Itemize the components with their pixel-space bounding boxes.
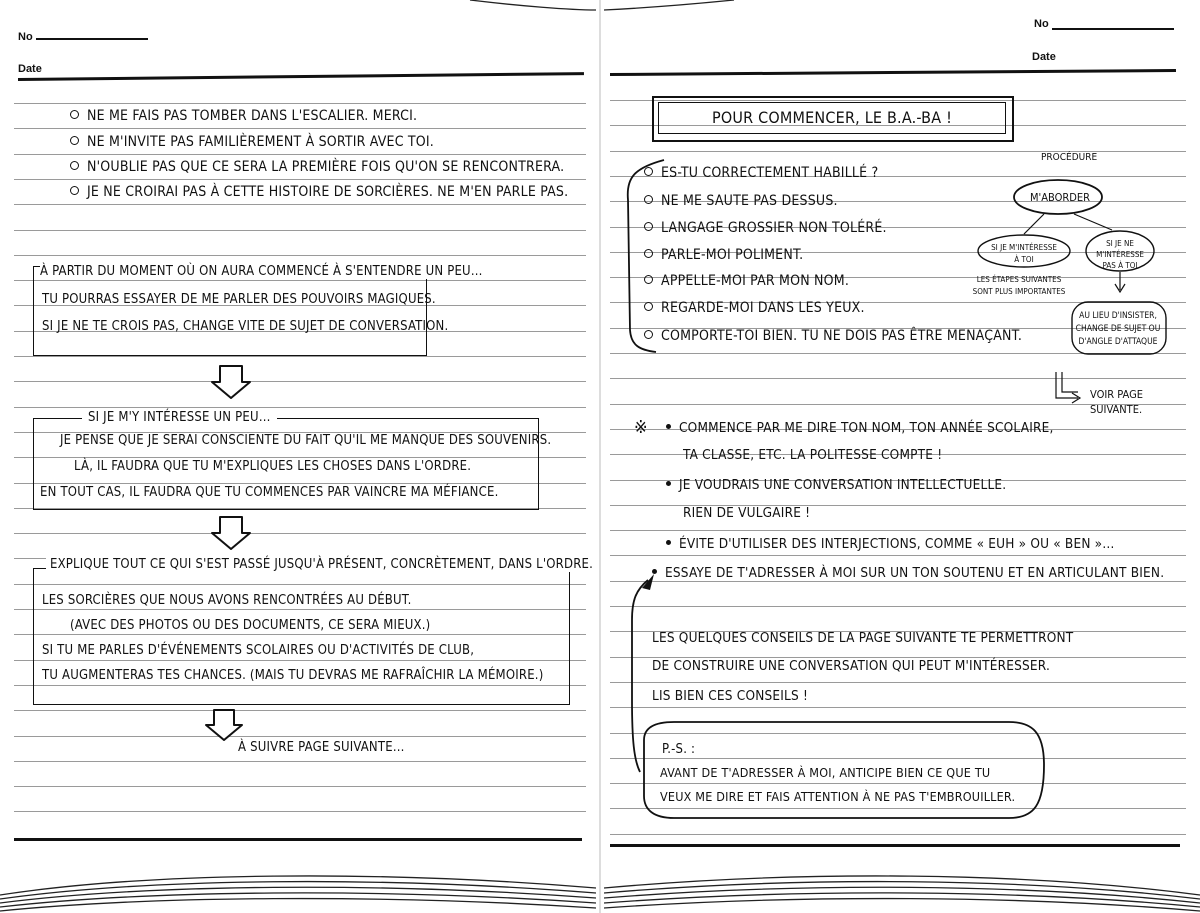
- step2-title: SI JE M'Y INTÉRESSE UN PEU…: [82, 410, 277, 425]
- down-arrow-icon: [212, 517, 250, 549]
- checklist-item-1: ES-TU CORRECTEMENT HABILLÉ ?: [644, 165, 878, 181]
- ps-label: P.-S. :: [662, 742, 696, 757]
- step1-line-2: TU POURRAS ESSAYER DE ME PARLER DES POUVOIRS MAGIQUES.: [42, 292, 436, 307]
- step3-line-1: EXPLIQUE TOUT CE QUI S'EST PASSÉ JUSQU'À PRÉSENT, CONCRÈTEMENT, DANS L'ORDRE.: [46, 557, 597, 572]
- flow-yes-note-2: SONT PLUS IMPORTANTES: [972, 287, 1066, 296]
- right-page: [604, 0, 1200, 913]
- step1-line-1: À PARTIR DU MOMENT OÙ ON AURA COMMENCÉ À S'ENTENDRE UN PEU…: [40, 264, 487, 279]
- flow-no-action-box: [1072, 302, 1166, 354]
- no-label: No: [18, 31, 33, 43]
- date-label: Date: [18, 63, 42, 75]
- rule-item-4: JE NE CROIRAI PAS À CETTE HISTOIRE DE SORCIÈRES. NE M'EN PARLE PAS.: [70, 184, 568, 200]
- advice-line-1: LES QUELQUES CONSEILS DE LA PAGE SUIVANTE TE PERMETTRONT: [652, 630, 1074, 646]
- flow-no-line-2: M'INTÉRESSE: [1096, 250, 1144, 259]
- step3-line-4: SI TU ME PARLES D'ÉVÉNEMENTS SCOLAIRES OU D'ACTIVITÉS DE CLUB,: [42, 643, 475, 658]
- flow-start-node: [1014, 180, 1102, 214]
- page-title: POUR COMMENCER, LE B.A.-BA !: [712, 108, 953, 127]
- flow-yes-line-1: SI JE M'INTÉRESSE: [991, 243, 1057, 252]
- down-arrow-icon: [206, 710, 242, 740]
- date-label: Date: [1032, 51, 1056, 63]
- flow-arrow-down-icon: [1115, 272, 1125, 292]
- left-page: [0, 0, 596, 913]
- checklist-item-4: PARLE-MOI POLIMENT.: [644, 247, 803, 263]
- see-next-line-2: SUIVANTE.: [1090, 403, 1143, 416]
- flow-no-node: [1086, 231, 1154, 271]
- advice-line-2: DE CONSTRUIRE UNE CONVERSATION QUI PEUT M'INTÉRESSER.: [652, 658, 1051, 674]
- step3-line-5: TU AUGMENTERAS TES CHANCES. (MAIS TU DEVRAS ME RAFRAÎCHIR LA MÉMOIRE.): [42, 668, 544, 683]
- rule-item-2: NE M'INVITE PAS FAMILIÈREMENT À SORTIR AVEC TOI.: [70, 134, 434, 150]
- rule-item-3: N'OUBLIE PAS QUE CE SERA LA PREMIÈRE FOIS QU'ON SE RENCONTRERA.: [70, 159, 564, 175]
- tip-3: ÉVITE D'UTILISER DES INTERJECTIONS, COMME « EUH » OU « BEN »…: [666, 536, 1115, 552]
- step3-line-3: (AVEC DES PHOTOS OU DES DOCUMENTS, CE SERA MIEUX.): [70, 618, 431, 633]
- flow-start-label: M'ABORDER: [1030, 191, 1091, 204]
- checklist-item-6: REGARDE-MOI DANS LES YEUX.: [644, 300, 865, 316]
- flow-no-action-2: CHANGE DE SUJET OU: [1075, 324, 1161, 334]
- step2-line-2: LÀ, IL FAUDRA QUE TU M'EXPLIQUES LES CHOSES DANS L'ORDRE.: [74, 459, 472, 474]
- tip-2-line-2: RIEN DE VULGAIRE !: [683, 505, 811, 521]
- flow-no-action-3: D'ANGLE D'ATTAQUE: [1078, 337, 1158, 347]
- see-next-line-1: VOIR PAGE: [1090, 388, 1144, 401]
- rule-item-1: NE ME FAIS PAS TOMBER DANS L'ESCALIER. MERCI.: [70, 108, 417, 124]
- checklist-brace: [628, 160, 664, 352]
- step2-line-1: JE PENSE QUE JE SERAI CONSCIENTE DU FAIT QU'IL ME MANQUE DES SOUVENIRS.: [60, 433, 552, 448]
- down-arrow-icon: [212, 366, 250, 398]
- step3-line-2: LES SORCIÈRES QUE NOUS AVONS RENCONTRÉES AU DÉBUT.: [42, 593, 412, 608]
- flow-no-line-1: SI JE NE: [1106, 239, 1134, 248]
- flow-yes-line-2: À TOI: [1014, 255, 1034, 264]
- ps-bubble: [644, 722, 1044, 818]
- tip-4: ESSAYE DE T'ADRESSER À MOI SUR UN TON SOUTENU ET EN ARTICULANT BIEN.: [652, 565, 1164, 581]
- ps-bracket-arrow: [632, 580, 648, 772]
- tip-1-line-2: TA CLASSE, ETC. LA POLITESSE COMPTE !: [683, 447, 943, 463]
- advice-line-3: LIS BIEN CES CONSEILS !: [652, 688, 809, 704]
- no-label: No: [1034, 18, 1049, 30]
- tip-2-line-1: JE VOUDRAIS UNE CONVERSATION INTELLECTUELLE.: [666, 477, 1006, 493]
- checklist-item-5: APPELLE-MOI PAR MON NOM.: [644, 273, 849, 289]
- left-page-drawings: [0, 0, 596, 913]
- flow-yes-node: [978, 235, 1070, 267]
- note-mark-icon: ※: [634, 417, 648, 438]
- see-next-arrow-icon: [1056, 372, 1080, 403]
- tip-1-line-1: COMMENCE PAR ME DIRE TON NOM, TON ANNÉE SCOLAIRE,: [666, 420, 1054, 436]
- ps-line-1: AVANT DE T'ADRESSER À MOI, ANTICIPE BIEN CE QUE TU: [660, 765, 991, 780]
- right-page-drawings: [604, 0, 1200, 913]
- flow-no-action-1: AU LIEU D'INSISTER,: [1079, 311, 1157, 321]
- flow-yes-note-1: LES ÉTAPES SUIVANTES: [976, 275, 1062, 284]
- checklist-item-7: COMPORTE-TOI BIEN. TU NE DOIS PAS ÊTRE MENAÇANT.: [644, 328, 1022, 344]
- continue-next-page: À SUIVRE PAGE SUIVANTE…: [238, 740, 405, 755]
- flow-arrow: [1074, 214, 1112, 230]
- step2-line-3: EN TOUT CAS, IL FAUDRA QUE TU COMMENCES PAR VAINCRE MA MÉFIANCE.: [40, 485, 499, 500]
- ps-line-2: VEUX ME DIRE ET FAIS ATTENTION À NE PAS T'EMBROUILLER.: [660, 789, 1016, 804]
- flow-no-line-3: PAS À TOI: [1102, 261, 1138, 270]
- procedure-title: PROCÉDURE: [1041, 152, 1098, 163]
- checklist-item-3: LANGAGE GROSSIER NON TOLÉRÉ.: [644, 220, 887, 236]
- flow-arrow: [1024, 214, 1044, 234]
- step1-line-3: SI JE NE TE CROIS PAS, CHANGE VITE DE SUJET DE CONVERSATION.: [42, 319, 449, 334]
- ps-arrowhead-icon: [642, 574, 654, 590]
- checklist-item-2: NE ME SAUTE PAS DESSUS.: [644, 193, 838, 209]
